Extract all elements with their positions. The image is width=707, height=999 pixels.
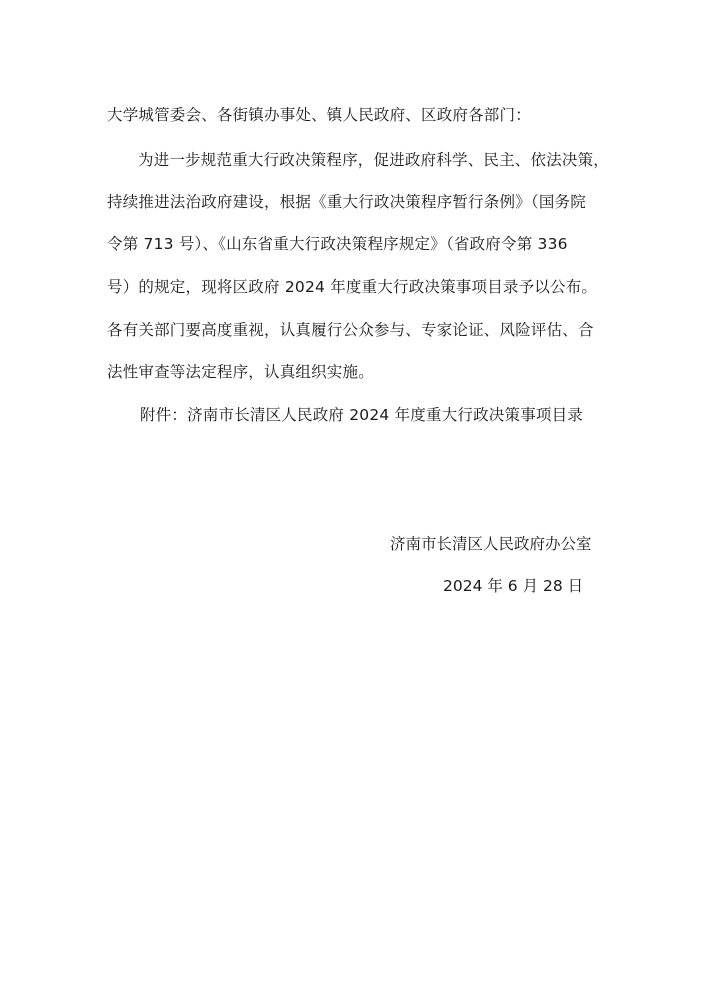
body-line-3: 令第 713 号）、《山东省重大行政决策程序规定》（省政府令第 336 — [107, 235, 568, 253]
body-line-2: 持续推进法治政府建设，根据《重大行政决策程序暂行条例》（国务院 — [107, 193, 586, 211]
issuer-name: 济南市长清区人民政府办公室 — [390, 535, 592, 553]
salutation: 大学城管委会、各街镇办事处、镇人民政府、区政府各部门： — [107, 106, 531, 124]
issue-date: 2024 年 6 月 28 日 — [443, 577, 584, 595]
body-line-6: 法性审查等法定程序，认真组织实施。 — [107, 363, 374, 381]
body-line-4: 号）的规定，现将区政府 2024 年度重大行政决策事项目录予以公布。 — [107, 278, 598, 296]
body-line-1: 为进一步规范重大行政决策程序，促进政府科学、民主、依法决策， — [138, 151, 610, 169]
attachment-line: 附件：济南市长清区人民政府 2024 年度重大行政决策事项目录 — [140, 406, 584, 424]
body-line-5: 各有关部门要高度重视，认真履行公众参与、专家论证、风险评估、合 — [107, 321, 594, 339]
